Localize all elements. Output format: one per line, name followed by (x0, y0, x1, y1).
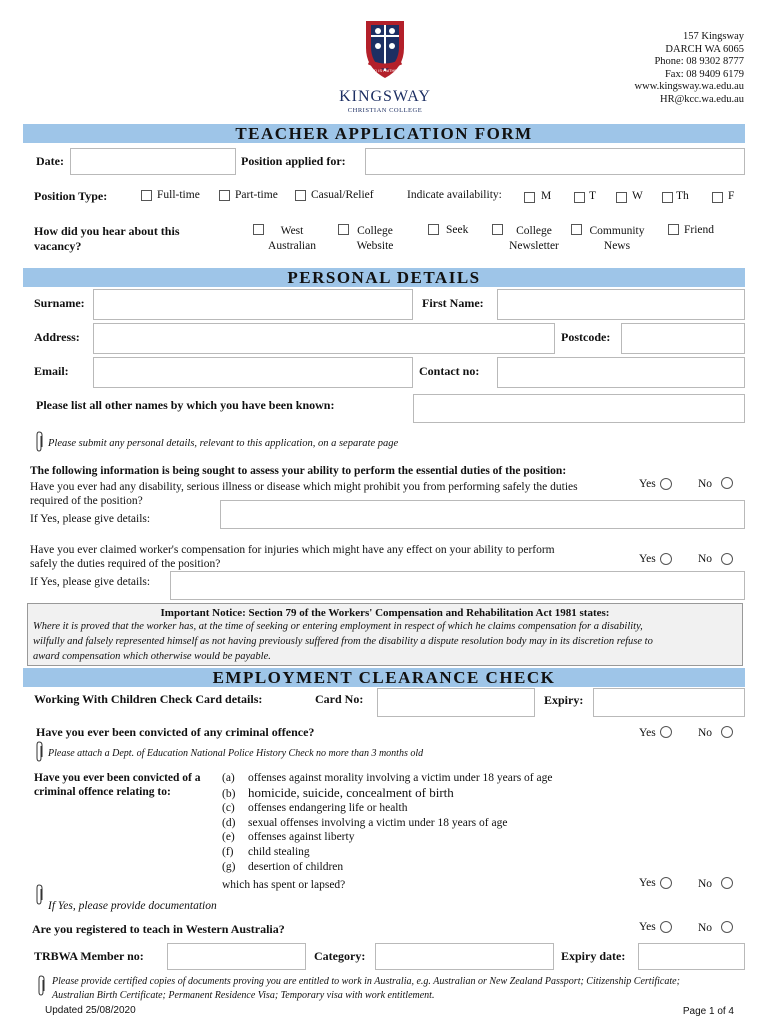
day-th-checkbox[interactable] (662, 192, 673, 203)
convicted-yes-radio[interactable] (660, 726, 672, 738)
option-line: News (603, 240, 631, 252)
card-no-field[interactable] (377, 688, 535, 717)
date-label: Date: (36, 154, 64, 168)
registered-yes-radio[interactable] (660, 921, 672, 933)
relating-line: Have you ever been convicted of a (34, 772, 201, 784)
community-news-label (583, 224, 651, 254)
friend-label: Friend (684, 224, 715, 236)
convicted-question: Have you ever been convicted of any criminal offence? (36, 725, 315, 739)
q2-no-label: No (698, 553, 713, 565)
expiry-label: Expiry: (544, 693, 584, 707)
q1-details-field[interactable] (220, 500, 745, 529)
position-applied-field[interactable] (365, 148, 745, 175)
notice-line: Where it is proved that the worker has, at the time of seeking or entering employment in respect of which he claims compensation for a disability, (33, 621, 643, 632)
contact-field[interactable] (497, 357, 745, 388)
friend-checkbox[interactable] (668, 224, 679, 235)
registered-no-label: No (698, 922, 713, 934)
day-t-checkbox[interactable] (574, 192, 585, 203)
documentation-note: If Yes, please provide documentation (48, 900, 217, 912)
first-name-label: First Name: (422, 296, 484, 310)
q1-details-label: If Yes, please give details: (30, 513, 151, 525)
college-newsletter-checkbox[interactable] (492, 224, 503, 235)
expiry-field[interactable] (593, 688, 745, 717)
notice-line: wilfully and falsely represented himself as not having previously suffered from the disability a dispute resolution body may in its discretion refuse to (33, 636, 653, 647)
offence-item (222, 830, 552, 845)
category-field[interactable] (375, 943, 554, 970)
important-notice (27, 603, 743, 666)
offence-text: sexual offenses involving a victim under 18 years of age (248, 816, 508, 829)
day-w-label: W (632, 190, 643, 202)
date-field[interactable] (70, 148, 236, 175)
seek-checkbox[interactable] (428, 224, 439, 235)
health-heading: The following information is being sought to assess your ability to perform the essential duties of the position: (30, 465, 567, 477)
seek-label: Seek (446, 224, 469, 236)
logo-name: KINGSWAY (339, 88, 431, 105)
offence-letter: (a) (222, 772, 235, 784)
registered-yes-label: Yes (639, 921, 656, 933)
q1-line: required of the position? (30, 495, 143, 507)
offence-item (222, 801, 552, 816)
cert-line: Please provide certified copies of documents proving you are entitled to work in Australia, e.g. Australian or New Zealand Passport; Citizenship Certificate; (52, 976, 680, 987)
personal-details-heading: PERSONAL DETAILS (23, 268, 745, 287)
college-address (635, 31, 744, 106)
q1-no-radio[interactable] (721, 477, 733, 489)
offence-letter: (f) (222, 845, 234, 858)
paperclip-icon (34, 431, 44, 453)
cert-line: Australian Birth Certificate; Permanent Residence Visa; Temporary visa with work entitlement. (52, 990, 435, 1001)
option-line: Australian (268, 240, 316, 252)
casual-relief-label: Casual/Relief (311, 189, 374, 201)
paperclip-icon (34, 882, 44, 908)
day-m-label: M (541, 190, 552, 202)
option-line: Community (589, 225, 645, 237)
college-logo (330, 18, 440, 118)
day-f-checkbox[interactable] (712, 192, 723, 203)
offence-text: desertion of children (248, 860, 344, 873)
logo-motto: GOD IS FAITHFUL (367, 68, 402, 73)
availability-label: Indicate availability: (407, 189, 502, 201)
west-australian-label (262, 224, 322, 254)
health-q2 (30, 543, 555, 571)
hear-label-line: vacancy? (34, 239, 82, 253)
part-time-checkbox[interactable] (219, 190, 230, 201)
college-website-label (350, 224, 400, 254)
q2-yes-label: Yes (639, 553, 656, 565)
offence-text: homicide, suicide, concealment of birth (248, 784, 454, 800)
address-label: Address: (34, 330, 80, 344)
day-w-checkbox[interactable] (616, 192, 627, 203)
page-number: Page 1 of 4 (682, 1006, 734, 1017)
email-line: HR@kcc.wa.edu.au (659, 93, 744, 105)
community-news-checkbox[interactable] (571, 224, 582, 235)
spent-yes-label: Yes (639, 877, 656, 889)
certified-docs-note (52, 975, 680, 1003)
spent-no-radio[interactable] (721, 877, 733, 889)
option-line: West (280, 225, 304, 237)
offence-letter: (g) (222, 860, 236, 873)
q2-yes-radio[interactable] (660, 553, 672, 565)
college-website-checkbox[interactable] (338, 224, 349, 235)
full-time-checkbox[interactable] (141, 190, 152, 201)
offence-item (222, 771, 552, 786)
offence-text: offenses endangering life or health (248, 802, 408, 815)
address-field[interactable] (93, 323, 555, 354)
hear-label (34, 224, 179, 254)
spent-question: which has spent or lapsed? (222, 879, 346, 891)
offence-item (222, 816, 552, 831)
offence-list (222, 771, 552, 874)
full-time-label: Full-time (157, 189, 200, 201)
other-names-field[interactable] (413, 394, 745, 423)
address-line: 157 Kingsway (683, 31, 744, 42)
offence-text: offenses against morality involving a victim under 18 years of age (248, 772, 553, 784)
q2-line: safely the duties required of the position? (30, 558, 221, 570)
day-f-label: F (728, 190, 735, 202)
personal-note: Please submit any personal details, relevant to this application, on a separate page (48, 438, 399, 449)
day-th-label: Th (676, 190, 689, 202)
option-line: College (357, 225, 393, 237)
offence-letter: (b) (222, 787, 236, 800)
position-type-label: Position Type: (34, 189, 108, 203)
offence-letter: (c) (222, 802, 235, 815)
offence-text: offenses against liberty (248, 831, 355, 844)
offence-letter: (e) (222, 831, 235, 844)
postcode-label: Postcode: (561, 330, 611, 344)
expiry-date-field[interactable] (638, 943, 745, 970)
hear-label-line: How did you hear about this (34, 224, 180, 238)
clearance-heading: EMPLOYMENT CLEARANCE CHECK (23, 668, 745, 687)
fax-line: Fax: 08 9409 6179 (664, 68, 744, 80)
phone-line: Phone: 08 9302 8777 (654, 56, 744, 67)
position-applied-label: Position applied for: (241, 154, 346, 168)
surname-field[interactable] (93, 289, 413, 320)
part-time-label: Part-time (235, 189, 278, 201)
contact-label: Contact no: (419, 364, 480, 378)
q2-details-label: If Yes, please give details: (30, 576, 151, 588)
option-line: College (516, 225, 552, 237)
offence-letter: (d) (222, 816, 236, 829)
other-names-label: Please list all other names by which you have been known: (36, 398, 335, 412)
q2-no-radio[interactable] (721, 553, 733, 565)
convicted-relating-label (34, 771, 201, 799)
q2-line: Have you ever claimed worker's compensation for injuries which might have any effect on your ability to perform (30, 544, 555, 556)
website-line: www.kingsway.wa.edu.au (634, 81, 744, 92)
category-label: Category: (314, 949, 366, 963)
notice-line: award compensation which otherwise would be payable. (33, 651, 271, 662)
spent-no-label: No (698, 878, 713, 890)
convicted-no-label: No (698, 727, 713, 739)
card-no-label: Card No: (315, 692, 364, 706)
notice-body (28, 619, 742, 664)
registered-no-radio[interactable] (721, 921, 733, 933)
updated-date: Updated 25/08/2020 (45, 1005, 136, 1016)
logo-sub: CHRISTIAN COLLEGE (347, 107, 423, 114)
surname-label: Surname: (34, 296, 85, 310)
expiry-date-label: Expiry date: (561, 949, 626, 963)
q1-yes-label: Yes (639, 478, 656, 490)
trbwa-field[interactable] (167, 943, 306, 970)
notice-title: Important Notice: Section 79 of the Workers' Compensation and Rehabilitation Act 1981 states: (160, 607, 610, 619)
paperclip-icon (36, 975, 46, 997)
postcode-field[interactable] (621, 323, 745, 354)
trbwa-label: TRBWA Member no: (34, 949, 144, 963)
first-name-field[interactable] (497, 289, 745, 320)
convicted-no-radio[interactable] (721, 726, 733, 738)
spent-yes-radio[interactable] (660, 877, 672, 889)
q1-no-label: No (698, 478, 713, 490)
q2-details-field[interactable] (170, 571, 745, 600)
offence-item (222, 786, 552, 802)
casual-relief-checkbox[interactable] (295, 190, 306, 201)
convicted-yes-label: Yes (639, 727, 656, 739)
day-m-checkbox[interactable] (524, 192, 535, 203)
form-title: TEACHER APPLICATION FORM (23, 124, 745, 143)
registered-question: Are you registered to teach in Western Australia? (32, 922, 285, 936)
q1-line: Have you ever had any disability, serious illness or disease which might prohibit you from performing safely the duties (30, 481, 578, 493)
email-label: Email: (34, 364, 69, 378)
address-line: DARCH WA 6065 (665, 43, 744, 55)
offence-item (222, 860, 552, 875)
relating-line: criminal offence relating to: (34, 786, 171, 798)
paperclip-icon (34, 741, 44, 763)
offence-text: child stealing (248, 845, 310, 858)
email-field[interactable] (93, 357, 413, 388)
option-line: Newsletter (509, 240, 559, 252)
police-note: Please attach a Dept. of Education National Police History Check no more than 3 months old (48, 748, 424, 759)
day-t-label: T (589, 190, 597, 202)
option-line: Website (356, 240, 394, 252)
offence-item (222, 845, 552, 860)
wwcc-label: Working With Children Check Card details: (34, 692, 263, 706)
college-newsletter-label (503, 224, 565, 254)
q1-yes-radio[interactable] (660, 478, 672, 490)
